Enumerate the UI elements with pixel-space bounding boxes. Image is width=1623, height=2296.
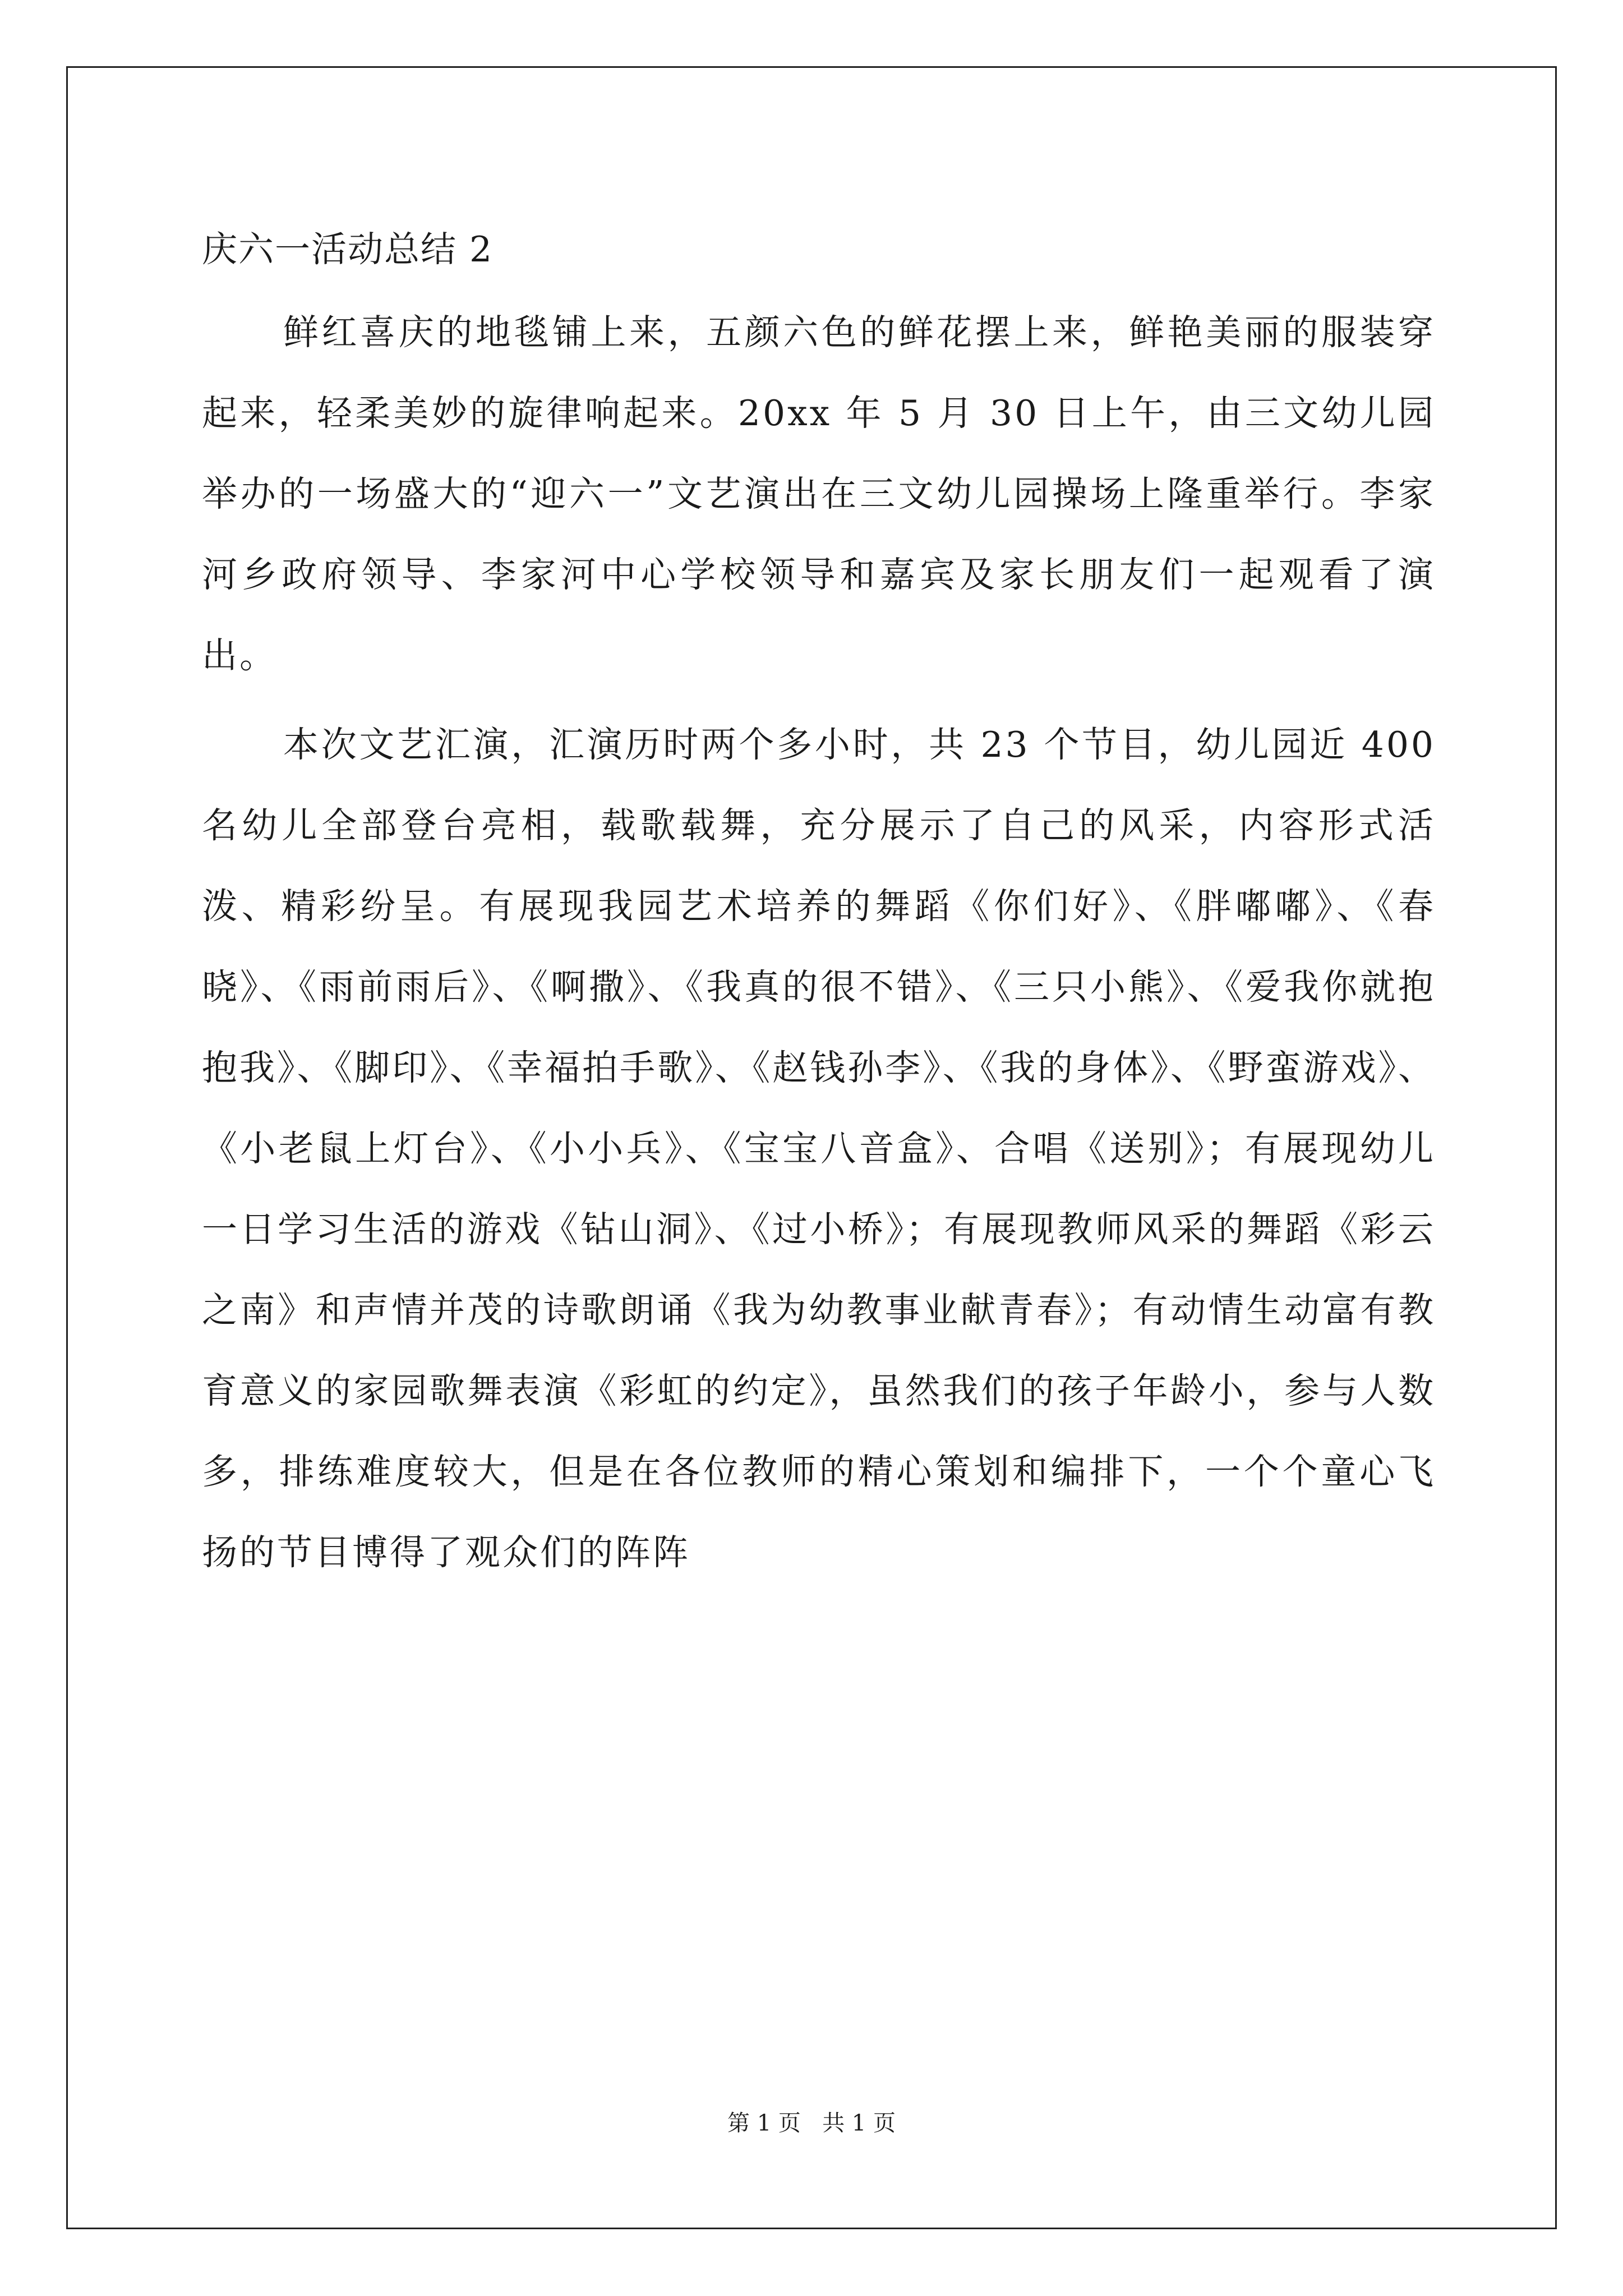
page-footer: 第 1 页 共 1 页 — [727, 2110, 896, 2136]
paragraph-1: 鲜红喜庆的地毯铺上来，五颜六色的鲜花摆上来，鲜艳美丽的服装穿起来，轻柔美妙的旋律响起来。20xx 年 5 月 30 日上午，由三文幼儿园举办的一场盛大的“迎六一”文艺演出在三文幼儿园操场上隆重举行。李家河乡政府领导、李家河中心学校领导和嘉宾及家长朋友们一起观看了演出。 — [202, 312, 1436, 676]
document-title: 庆六一活动总结 2 — [202, 229, 494, 270]
document-body — [202, 292, 1436, 1602]
paragraph-2: 本次文艺汇演，汇演历时两个多小时，共 23 个节目，幼儿园近 400 名幼儿全部登台亮相，载歌载舞，充分展示了自己的风采，内容形式活泼、精彩纷呈。有展现我园艺术培养的舞蹈《你们好》、《胖嘟嘟》、《春晓》、《雨前雨后》、《啊撒》、《我真的很不错》、《三只小熊》、《爱我你就抱抱我》、《脚印》、《幸福拍手歌》、《赵钱孙李》、《我的身体》、《野蛮游戏》、《小老鼠上灯台》、《小小兵》、《宝宝八音盒》、合唱《送别》；有展现幼儿一日学习生活的游戏《钻山洞》、《过小桥》；有展现教师风采的舞蹈《彩云之南》和声情并茂的诗歌朗诵《我为幼教事业献青春》；有动情生动富有教育意义的家园歌舞表演《彩虹的约定》，虽然我们的孩子年龄小，参与人数多，排练难度较大，但是在各位教师的精心策划和编排下，一个个童心飞扬的节目博得了观众们的阵阵 — [202, 724, 1436, 1573]
